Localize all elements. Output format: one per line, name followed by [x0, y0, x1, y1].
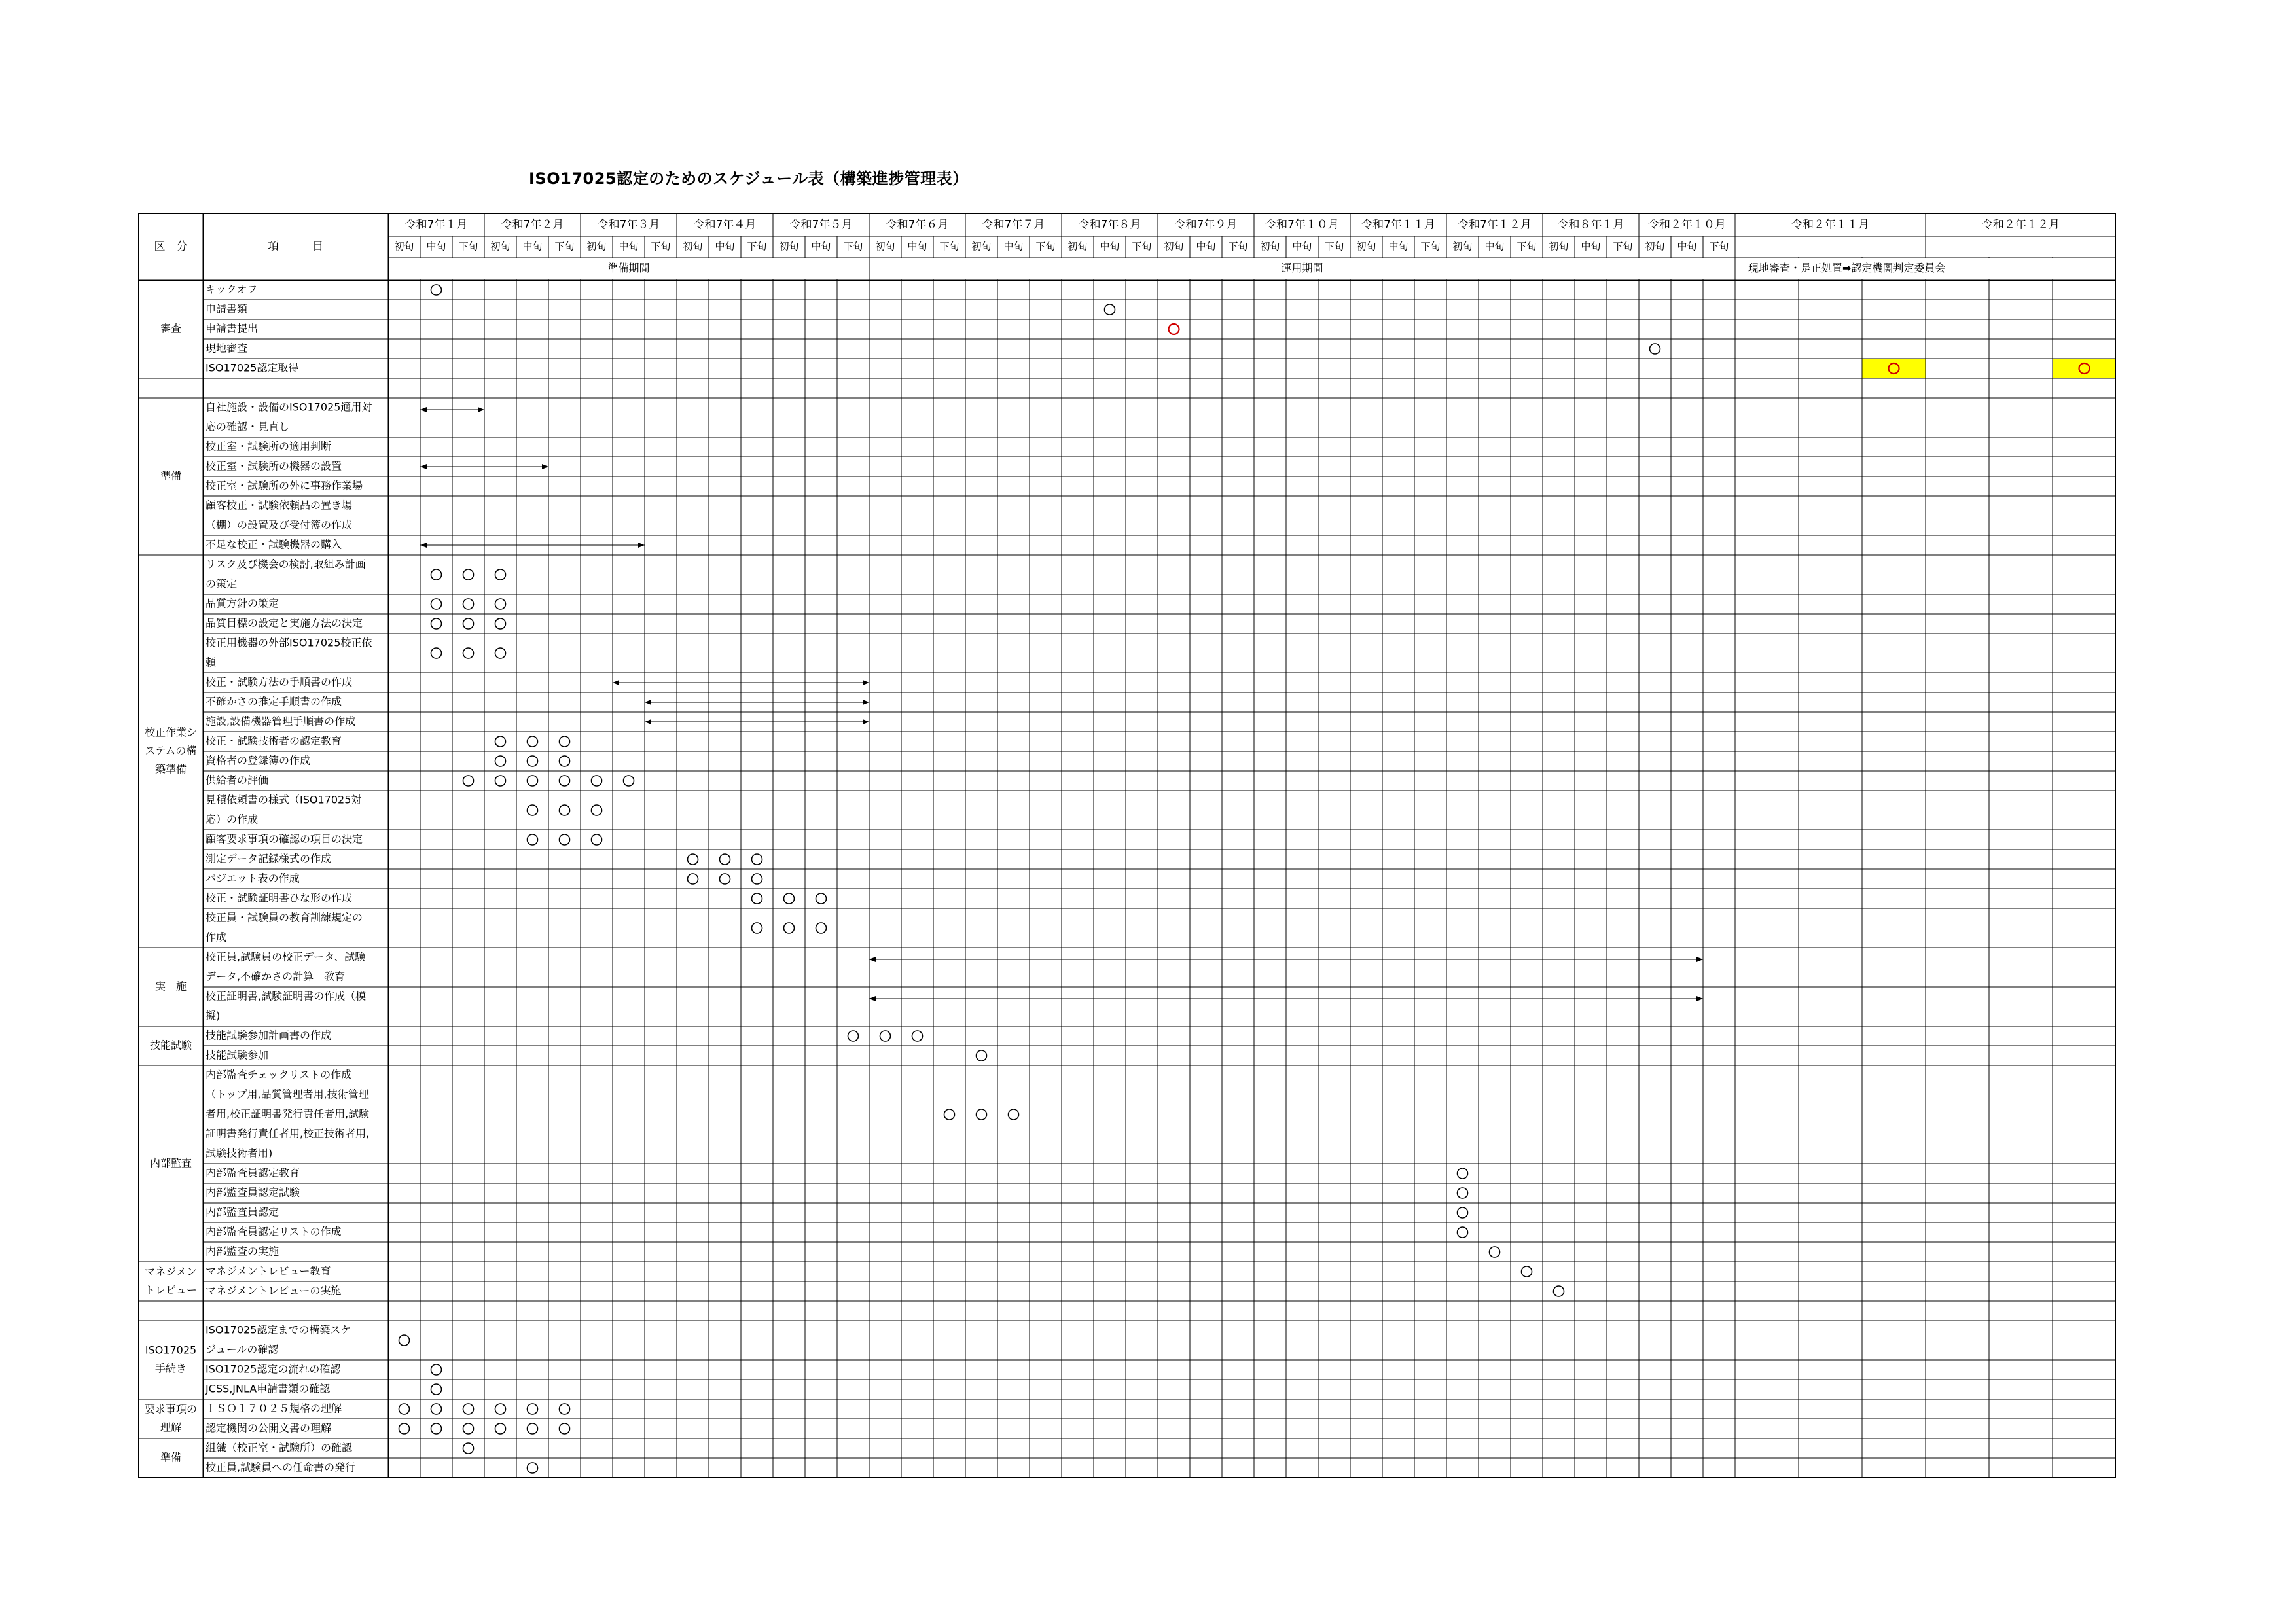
progress-mark: [752, 893, 762, 904]
section-label: 手続き: [154, 1362, 187, 1375]
item-label: 内部監査の実施: [206, 1245, 279, 1258]
month-header: 令和7年１月: [404, 218, 468, 232]
progress-mark: [977, 1109, 987, 1120]
decade-header: 中旬: [426, 240, 446, 253]
decade-header: 初旬: [779, 240, 799, 253]
progress-mark: [1169, 324, 1179, 334]
progress-mark: [784, 923, 795, 933]
section-label: 実 施: [154, 980, 187, 993]
arrow-head-left: [645, 700, 651, 705]
item-label: ISO17025認定までの構築スケ: [206, 1323, 351, 1336]
item-label: ISO17025認定取得: [206, 361, 299, 374]
progress-mark: [560, 776, 570, 786]
item-label: 供給者の評価: [206, 774, 269, 787]
decade-header: 中旬: [1388, 240, 1408, 253]
decade-header: 中旬: [1100, 240, 1120, 253]
item-label: 校正員,試験員の校正データ、試験: [206, 950, 366, 963]
progress-mark: [399, 1335, 410, 1346]
section-label: ISO17025: [145, 1344, 197, 1357]
item-label: 内部監査員認定教育: [206, 1166, 300, 1179]
month-header: 令和7年８月: [1078, 218, 1141, 232]
section-label: トレビュー: [144, 1283, 198, 1296]
highlight-cell: [2053, 359, 2116, 378]
progress-mark: [463, 599, 474, 609]
item-label: 内部監査チェックリストの作成: [206, 1068, 352, 1081]
progress-mark: [1458, 1168, 1468, 1179]
progress-mark: [495, 756, 506, 766]
decade-header: 下旬: [1324, 240, 1344, 253]
decade-header: 中旬: [1196, 240, 1216, 253]
progress-mark: [431, 1384, 442, 1395]
item-label: データ,不確かさの計算 教育: [206, 970, 346, 983]
progress-mark: [944, 1109, 955, 1120]
progress-mark: [1650, 344, 1660, 354]
item-label: 者用,校正証明書発行責任者用,試験: [206, 1107, 370, 1120]
item-label: 擬): [206, 1009, 221, 1022]
section-label: 築準備: [154, 762, 187, 776]
progress-mark: [431, 648, 442, 658]
item-label: 作成: [206, 931, 227, 944]
progress-mark: [463, 776, 474, 786]
month-header: 令和7年６月: [886, 218, 949, 232]
progress-mark: [880, 1031, 891, 1041]
decade-header: 初旬: [1549, 240, 1569, 253]
progress-mark: [816, 923, 827, 933]
item-label: 技能試験参加: [206, 1048, 269, 1061]
item-label: 顧客要求事項の確認の項目の決定: [206, 832, 363, 846]
progress-mark: [752, 923, 762, 933]
progress-mark: [1554, 1286, 1564, 1296]
progress-mark: [463, 1423, 474, 1434]
decade-header: 初旬: [875, 240, 895, 253]
item-label: 見積依頼書の様式（ISO17025対: [206, 793, 362, 806]
progress-mark: [528, 736, 538, 747]
decade-header: 初旬: [490, 240, 511, 253]
progress-mark: [495, 648, 506, 658]
month-header: 令和7年３月: [597, 218, 660, 232]
item-label: 証明書発行責任者用,校正技術者用,: [206, 1127, 370, 1140]
item-label: 校正室・試験所の適用判断: [206, 440, 332, 453]
progress-mark: [752, 874, 762, 884]
progress-mark: [720, 854, 730, 865]
item-label: 品質目標の設定と実施方法の決定: [206, 616, 363, 630]
progress-mark: [688, 854, 698, 865]
progress-mark: [1522, 1266, 1532, 1277]
decade-header: 中旬: [811, 240, 831, 253]
arrow-head-right: [863, 700, 869, 705]
phase-label: 現地審査・是正処置➡認定機関判定委員会: [1748, 262, 1946, 274]
item-label: 申請書類: [206, 302, 248, 315]
arrow-head-right: [478, 407, 484, 412]
arrow-head-right: [863, 719, 869, 724]
section-label: 審査: [160, 322, 182, 335]
section-label: ステムの構: [145, 744, 197, 757]
item-label: 校正・試験技術者の認定教育: [206, 734, 342, 747]
progress-mark: [528, 1423, 538, 1434]
decade-header: 下旬: [1132, 240, 1152, 253]
arrow-head-right: [1696, 957, 1703, 962]
month-header: 令和7年１０月: [1265, 218, 1339, 232]
item-label: 内部監査員認定リストの作成: [206, 1225, 342, 1238]
month-header: 令和7年５月: [789, 218, 853, 232]
arrow-head-left: [869, 957, 876, 962]
month-header: 令和7年４月: [693, 218, 757, 232]
decade-header: 初旬: [683, 240, 703, 253]
progress-mark: [720, 874, 730, 884]
item-label: 応の確認・見直し: [206, 420, 290, 433]
item-label: 応）の作成: [206, 813, 259, 826]
progress-mark: [528, 756, 538, 766]
item-label: 品質方針の策定: [206, 597, 279, 610]
progress-mark: [463, 1443, 474, 1454]
decade-header: 中旬: [1484, 240, 1505, 253]
arrow-head-right: [863, 680, 869, 685]
item-label: 校正用機器の外部ISO17025校正依: [206, 636, 372, 649]
page-title: ISO17025認定のためのスケジュール表（構築進捗管理表）: [529, 169, 969, 188]
decade-header: 初旬: [394, 240, 414, 253]
decade-header: 初旬: [1260, 240, 1280, 253]
progress-mark: [495, 599, 506, 609]
item-label: 校正室・試験所の外に事務作業場: [206, 479, 363, 492]
arrow-head-left: [420, 543, 427, 548]
decade-header: 中旬: [715, 240, 735, 253]
progress-mark: [431, 599, 442, 609]
item-label: 測定データ記録様式の作成: [206, 852, 332, 865]
item-label: 認定機関の公開文書の理解: [206, 1421, 332, 1435]
item-label: JCSS,JNLA申請書類の確認: [206, 1382, 331, 1395]
decade-header: 初旬: [971, 240, 992, 253]
progress-mark: [1105, 304, 1115, 315]
item-label: マネジメントレビューの実施: [206, 1284, 342, 1297]
progress-mark: [495, 776, 506, 786]
progress-mark: [1458, 1188, 1468, 1198]
decade-header: 中旬: [1003, 240, 1024, 253]
decade-header: 下旬: [843, 240, 863, 253]
decade-header: 下旬: [1709, 240, 1729, 253]
section-label: 理解: [160, 1421, 182, 1434]
month-header: 令和８年１月: [1557, 218, 1624, 232]
decade-header: 初旬: [1164, 240, 1184, 253]
progress-mark: [977, 1050, 987, 1061]
item-label: ISO17025認定の流れの確認: [206, 1363, 341, 1376]
arrow-head-right: [1696, 996, 1703, 1001]
highlight-cell: [1862, 359, 1926, 378]
section-label: 準備: [160, 469, 182, 482]
section-label: 校正作業シ: [144, 726, 198, 739]
progress-mark: [495, 618, 506, 629]
item-label: 現地審査: [206, 342, 248, 355]
item-label: ジュールの確認: [206, 1343, 279, 1356]
item-label: バジエット表の作成: [206, 872, 300, 885]
item-label: 資格者の登録簿の作成: [206, 754, 311, 767]
decade-header: 中旬: [522, 240, 543, 253]
month-header: 令和２年１０月: [1648, 218, 1726, 232]
progress-mark: [495, 1404, 506, 1414]
progress-mark: [560, 1423, 570, 1434]
month-header: 令和7年７月: [982, 218, 1045, 232]
progress-mark: [399, 1404, 410, 1414]
item-label: の策定: [206, 577, 238, 590]
month-header: 令和7年２月: [501, 218, 564, 232]
header-komoku: 項 目: [268, 240, 323, 253]
progress-mark: [463, 569, 474, 580]
section-label: マネジメン: [145, 1265, 197, 1278]
progress-mark: [752, 854, 762, 865]
decade-header: 中旬: [1581, 240, 1601, 253]
arrow-head-right: [638, 543, 645, 548]
progress-mark: [592, 776, 602, 786]
progress-mark: [528, 834, 538, 845]
progress-mark: [528, 1404, 538, 1414]
progress-mark: [431, 1404, 442, 1414]
progress-mark: [399, 1423, 410, 1434]
phase-label: 準備期間: [607, 262, 650, 274]
item-label: （トップ用,品質管理者用,技術管理: [206, 1088, 369, 1101]
item-label: 技能試験参加計画書の作成: [206, 1029, 332, 1042]
decade-header: 下旬: [1035, 240, 1056, 253]
item-label: 不足な校正・試験機器の購入: [206, 538, 342, 551]
decade-header: 下旬: [939, 240, 960, 253]
item-label: 組織（校正室・試験所）の確認: [206, 1441, 353, 1454]
progress-mark: [528, 805, 538, 815]
section-label: 内部監査: [149, 1156, 192, 1169]
progress-mark: [1490, 1247, 1500, 1257]
decade-header: 初旬: [1356, 240, 1376, 253]
progress-mark: [1009, 1109, 1019, 1120]
arrow-head-left: [869, 996, 876, 1001]
item-label: マネジメントレビュー教育: [206, 1264, 331, 1277]
item-label: 校正・試験方法の手順書の作成: [206, 675, 353, 688]
progress-mark: [431, 1364, 442, 1375]
item-label: 校正・試験証明書ひな形の作成: [206, 891, 353, 904]
decade-header: 中旬: [619, 240, 639, 253]
progress-mark: [784, 893, 795, 904]
item-label: 校正証明書,試験証明書の作成（模: [206, 990, 367, 1003]
progress-mark: [560, 834, 570, 845]
decade-header: 下旬: [1516, 240, 1537, 253]
item-label: 校正員・試験員の教育訓練規定の: [206, 911, 363, 924]
decade-header: 下旬: [458, 240, 478, 253]
progress-mark: [592, 805, 602, 815]
progress-mark: [495, 1423, 506, 1434]
progress-mark: [560, 1404, 570, 1414]
item-label: 不確かさの推定手順書の作成: [206, 695, 342, 708]
progress-mark: [431, 569, 442, 580]
progress-mark: [1458, 1227, 1468, 1238]
progress-mark: [528, 1463, 538, 1473]
arrow-head-right: [542, 464, 548, 469]
month-header: 令和２年１１月: [1791, 218, 1869, 232]
month-header: 令和２年１２月: [1982, 218, 2060, 232]
decade-header: 下旬: [1613, 240, 1633, 253]
progress-mark: [495, 569, 506, 580]
arrow-head-left: [420, 464, 427, 469]
decade-header: 初旬: [1067, 240, 1088, 253]
progress-mark: [463, 648, 474, 658]
item-label: 申請書提出: [206, 322, 259, 335]
decade-header: 初旬: [1645, 240, 1665, 253]
progress-mark: [431, 618, 442, 629]
month-header: 令和7年１１月: [1361, 218, 1435, 232]
item-label: 試験技術者用): [206, 1147, 273, 1160]
progress-mark: [624, 776, 634, 786]
progress-mark: [495, 736, 506, 747]
progress-mark: [1458, 1207, 1468, 1218]
section-label: 準備: [160, 1451, 182, 1464]
progress-mark: [463, 618, 474, 629]
progress-mark: [463, 1404, 474, 1414]
progress-mark: [560, 756, 570, 766]
progress-mark: [592, 834, 602, 845]
decade-header: 初旬: [586, 240, 607, 253]
item-label: 内部監査員認定: [206, 1205, 279, 1219]
item-label: キックオフ: [206, 283, 258, 296]
decade-header: 中旬: [1677, 240, 1697, 253]
item-label: リスク及び機会の検討,取組み計画: [206, 558, 366, 571]
progress-mark: [560, 736, 570, 747]
header-kubun: 区 分: [154, 240, 188, 253]
item-label: ＩＳＯ１７０２５規格の理解: [206, 1402, 342, 1415]
arrow-head-left: [420, 407, 427, 412]
progress-mark: [528, 776, 538, 786]
item-label: 自社施設・設備のISO17025適用対: [206, 401, 372, 414]
progress-mark: [688, 874, 698, 884]
progress-mark: [431, 285, 442, 295]
month-header: 令和7年９月: [1174, 218, 1238, 232]
decade-header: 下旬: [651, 240, 671, 253]
arrow-head-left: [613, 680, 619, 685]
phase-label: 運用期間: [1281, 262, 1323, 274]
progress-mark: [816, 893, 827, 904]
decade-header: 下旬: [1228, 240, 1248, 253]
progress-mark: [912, 1031, 923, 1041]
item-label: 内部監査員認定試験: [206, 1186, 300, 1199]
item-label: 施設,設備機器管理手順書の作成: [206, 715, 356, 728]
item-label: 頼: [206, 656, 217, 669]
item-label: 顧客校正・試験依頼品の置き場: [206, 499, 353, 512]
decade-header: 下旬: [747, 240, 767, 253]
decade-header: 中旬: [1292, 240, 1312, 253]
progress-mark: [431, 1423, 442, 1434]
section-label: 技能試験: [149, 1039, 192, 1052]
progress-mark: [848, 1031, 859, 1041]
progress-mark: [560, 805, 570, 815]
decade-header: 下旬: [554, 240, 575, 253]
item-label: 校正員,試験員への任命書の発行: [206, 1461, 356, 1474]
item-label: （棚）の設置及び受付簿の作成: [206, 518, 353, 531]
decade-header: 下旬: [1420, 240, 1441, 253]
section-label: 要求事項の: [144, 1402, 198, 1416]
item-label: 校正室・試験所の機器の設置: [206, 459, 342, 473]
decade-header: 中旬: [907, 240, 927, 253]
decade-header: 初旬: [1452, 240, 1473, 253]
month-header: 令和7年１２月: [1458, 218, 1532, 232]
arrow-head-left: [645, 719, 651, 724]
